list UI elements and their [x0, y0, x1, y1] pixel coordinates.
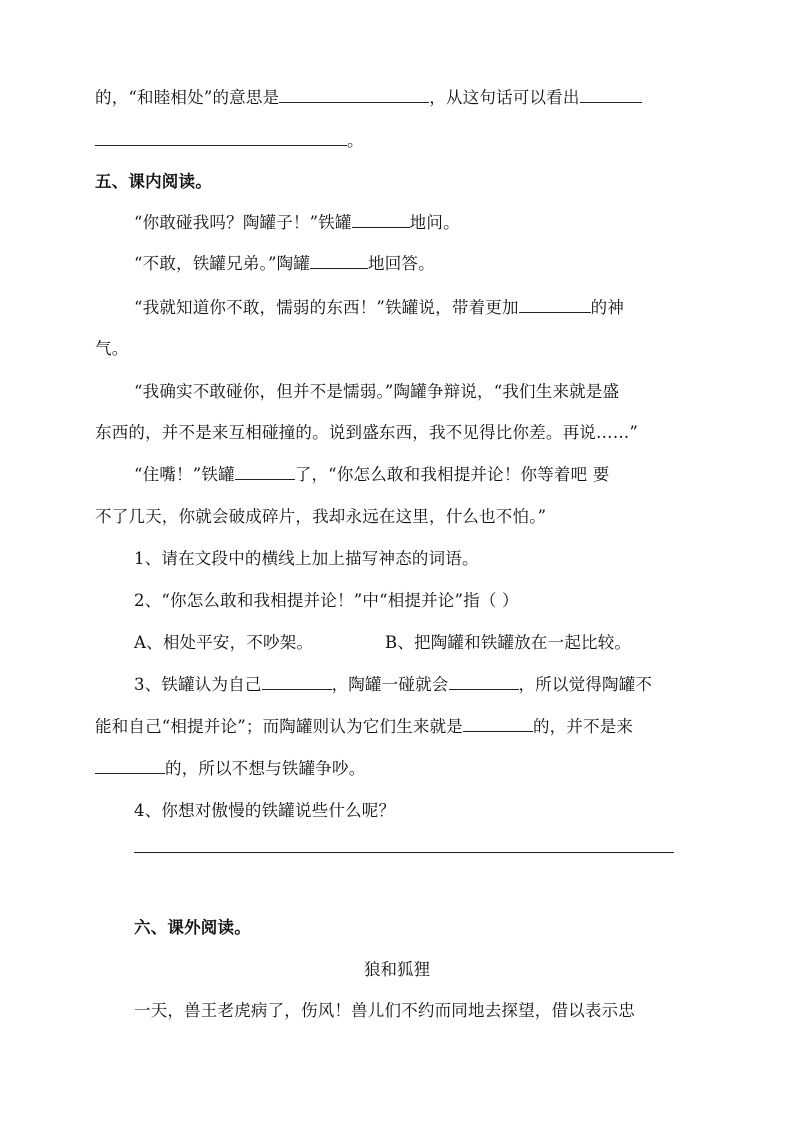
- question-text: 能和自己“相提并论”；而陶罐则认为它们生来就是: [95, 717, 463, 736]
- answer-blank[interactable]: [352, 211, 410, 228]
- answer-blank[interactable]: [95, 757, 165, 774]
- section-5-heading: 五、课内阅读。: [95, 172, 212, 191]
- line-1-text-a: 的，“和睦相处”的意思是: [95, 88, 280, 107]
- text-line-2: [95, 129, 364, 153]
- passage-line-5: “我确实不敢碰你，但并不是懦弱。”陶罐争辩说，“我们生来就是盛: [134, 382, 620, 401]
- passage-text: “你敢碰我吗？陶罐子！”铁罐: [134, 213, 352, 232]
- answer-blank[interactable]: [235, 463, 295, 480]
- answer-blank[interactable]: [463, 715, 533, 732]
- passage-text: “我就知道你不敢，懦弱的东西！”铁罐说，带着更加: [134, 298, 519, 317]
- answer-blank[interactable]: [580, 86, 642, 103]
- passage-line-1: [134, 211, 460, 235]
- passage-text: 了，“你怎么敢和我相提并论！你等着吧 要: [294, 465, 610, 484]
- passage-line-8: 不了几天，你就会破成碎片，我却永远在这里，什么也不怕。”: [95, 507, 547, 526]
- question-3-line-1: [134, 673, 652, 697]
- passage-line-6: 东西的，并不是来互相碰撞的。说到盛东西，我不见得比你差。再说……”: [95, 423, 639, 442]
- question-2-option-a[interactable]: A、相处平安，不吵架。: [134, 633, 314, 652]
- passage-text: “住嘴！”铁罐: [134, 465, 235, 484]
- passage-line-3: [134, 296, 624, 320]
- question-text: ，所以觉得陶罐不: [518, 675, 653, 694]
- answer-blank[interactable]: [279, 86, 429, 103]
- story-title: 狼和狐狸: [364, 960, 430, 979]
- answer-blank[interactable]: [449, 673, 519, 690]
- question-2-option-b[interactable]: B、把陶罐和铁罐放在一起比较。: [385, 633, 632, 652]
- passage-text: 地回答。: [368, 254, 435, 273]
- question-text: 3、铁罐认为自己: [134, 675, 262, 694]
- answer-blank[interactable]: [519, 296, 591, 313]
- answer-blank[interactable]: [310, 252, 368, 269]
- line-2-end: 。: [347, 131, 364, 150]
- section-6-heading: 六、课外阅读。: [134, 918, 251, 937]
- passage-line-2: [134, 252, 435, 276]
- question-3-line-3: [95, 757, 365, 781]
- passage-line-7: [134, 463, 609, 487]
- question-text: ，陶罐一碰就会: [331, 675, 449, 694]
- question-1: 1、请在文段中的横线上加上描写神态的词语。: [134, 549, 479, 568]
- answer-blank[interactable]: [95, 129, 347, 146]
- passage-text: 地问。: [409, 213, 460, 232]
- question-text: 的，并不是来: [532, 717, 634, 736]
- line-1-text-b: ，从这句话可以看出: [429, 88, 580, 107]
- passage-line-4: 气。: [95, 339, 129, 358]
- question-4: 4、你想对傲慢的铁罐说些什么呢？: [134, 801, 396, 820]
- question-2: 2、“你怎么敢和我相提并论！”中“相提并论”指（ ）: [134, 591, 519, 610]
- passage-text: 的神: [590, 298, 625, 317]
- story-line-1: 一天，兽王老虎病了，伤风！兽儿们不约而同地去探望，借以表示忠: [134, 1001, 635, 1020]
- answer-line[interactable]: [134, 852, 674, 853]
- text-line-1: [95, 86, 642, 110]
- question-3-line-2: [95, 715, 633, 739]
- answer-blank[interactable]: [262, 673, 332, 690]
- question-text: 的，所以不想与铁罐争吵。: [165, 759, 366, 778]
- passage-text: “不敢，铁罐兄弟。”陶罐: [134, 254, 311, 273]
